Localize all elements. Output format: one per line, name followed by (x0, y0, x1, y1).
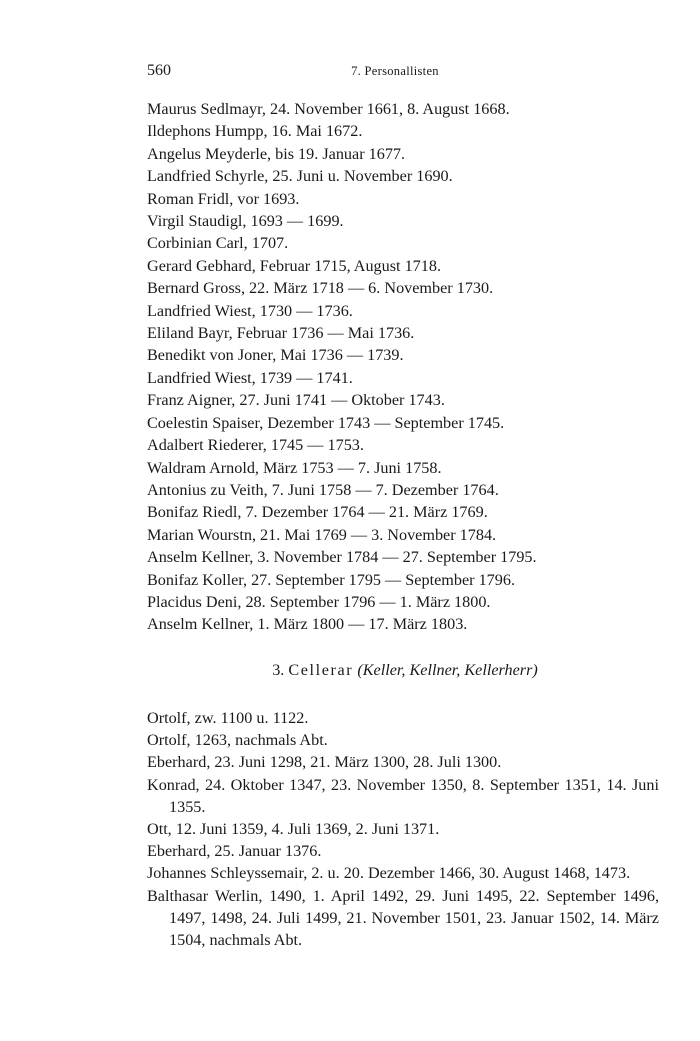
cellerar-list (147, 707, 659, 951)
list-item: Bonifaz Koller, 27. September 1795 — September 1796. (147, 570, 515, 589)
list-item: Eberhard, 23. Juni 1298, 21. März 1300, 28. Juli 1300. (147, 753, 502, 772)
list-item: Virgil Staudigl, 1693 — 1699. (147, 212, 344, 231)
section-subtitle: (Keller, Kellner, Kellerherr) (357, 661, 538, 679)
list-item: Landfried Wiest, 1730 — 1736. (147, 301, 353, 320)
list-item: Placidus Deni, 28. September 1796 — 1. März 1800. (147, 592, 491, 611)
list-item: Ildephons Humpp, 16. Mai 1672. (147, 122, 363, 141)
list-item: Landfried Schyrle, 25. Juni u. November 1690. (147, 167, 453, 186)
list-item: Eberhard, 25. Januar 1376. (147, 842, 322, 861)
list-item: Maurus Sedlmayr, 24. November 1661, 8. August 1668. (147, 100, 510, 118)
list-item: Franz Aigner, 27. Juni 1741 — Oktober 1743. (147, 391, 445, 410)
list-item: Konrad, 24. Oktober 1347, 23. November 1350, 8. September 1351, 14. Juni 1355. (147, 775, 659, 816)
list-item: Ortolf, zw. 1100 u. 1122. (147, 709, 309, 727)
list-item: Corbinian Carl, 1707. (147, 234, 289, 253)
list-item: Anselm Kellner, 1. März 1800 — 17. März 1803. (147, 615, 468, 634)
list-item: Eliland Bayr, Februar 1736 — Mai 1736. (147, 324, 415, 343)
list-item: Adalbert Riederer, 1745 — 1753. (147, 436, 364, 455)
section-title: Cellerar (288, 661, 354, 679)
page-number: 560 (147, 62, 171, 79)
list-item: Balthasar Werlin, 1490, 1. April 1492, 29. Juni 1495, 22. September 1496, 1497, 1498, 24. Juli 1499, 21. November 1501, 23. Januar 1502, 14. März 1504, nachmals Abt. (147, 886, 659, 950)
list-item: Landfried Wiest, 1739 — 1741. (147, 368, 353, 387)
list-item: Coelestin Spaiser, Dezember 1743 — September 1745. (147, 413, 505, 432)
list-item: Antonius zu Veith, 7. Juni 1758 — 7. Dezember 1764. (147, 480, 499, 499)
running-head: 7. Personallisten (351, 64, 439, 78)
list-item: Marian Wourstn, 21. Mai 1769 — 3. November 1784. (147, 525, 497, 544)
list-item: Waldram Arnold, März 1753 — 7. Juni 1758. (147, 458, 442, 477)
list-item: Bonifaz Riedl, 7. Dezember 1764 — 21. März 1769. (147, 503, 488, 522)
list-item: Angelus Meyderle, bis 19. Januar 1677. (147, 144, 406, 163)
cellerar-predecessor-list (147, 98, 662, 636)
list-item: Johannes Schleyssemair, 2. u. 20. Dezember 1466, 30. August 1468, 1473. (147, 864, 631, 883)
list-item: Gerard Gebhard, Februar 1715, August 1718. (147, 256, 442, 275)
list-item: Roman Fridl, vor 1693. (147, 189, 300, 208)
section-number: 3. (272, 661, 285, 679)
list-item: Anselm Kellner, 3. November 1784 — 27. September 1795. (147, 548, 537, 567)
list-item: Ortolf, 1263, nachmals Abt. (147, 731, 328, 750)
list-item: Bernard Gross, 22. März 1718 — 6. November 1730. (147, 279, 494, 298)
list-item: Benedikt von Joner, Mai 1736 — 1739. (147, 346, 404, 365)
section-heading (0, 661, 700, 680)
list-item: Ott, 12. Juni 1359, 4. Juli 1369, 2. Juni 1371. (147, 820, 440, 839)
